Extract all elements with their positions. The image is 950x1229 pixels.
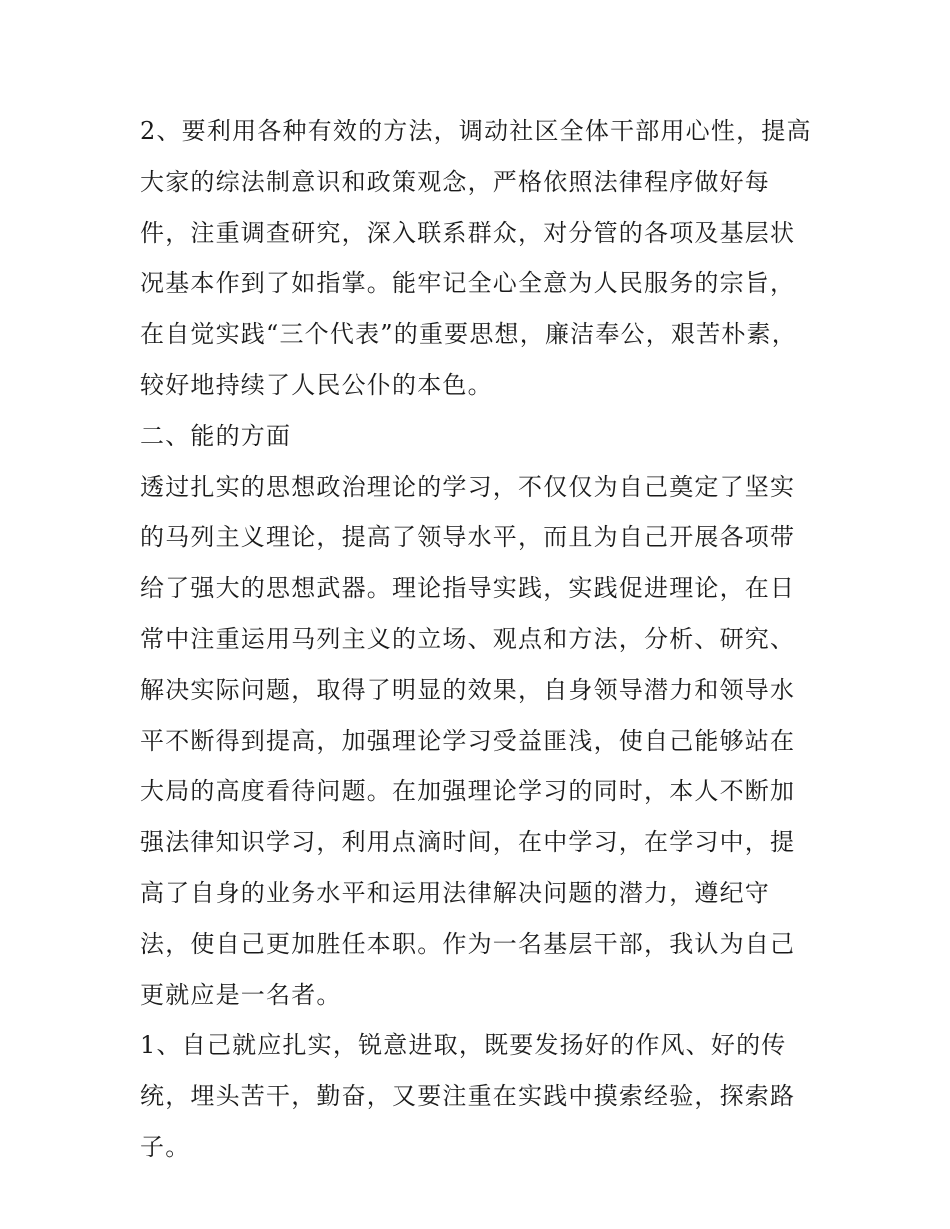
paragraph-item-1: 1、自己就应扎实，锐意进取，既要发扬好的作风、好的传统，埋头苦干，勤奋，又要注重在实践中摸索经验，探索路子。 xyxy=(140,1031,796,1161)
section-heading-ability: 二、能的方面 xyxy=(140,421,292,450)
paragraph-ability-body: 透过扎实的思想政治理论的学习，不仅仅为自己奠定了坚实的马列主义理论，提高了领导水平，而且为自己开展各项带给了强大的思想武器。理论指导实践，实践促进理论，在日常中注重运用马列主义的立场、观点和方法，分析、研究、解决实际问题，取得了明显的效果，自身领导潜力和领导水平不断得到提高，加强理论学习受益匪浅，使自己能够站在大局的高度看待问题。在加强理论学习的同时，本人不断加强法律知识学习，利用点滴时间，在中学习，在学习中，提高了自身的业务水平和运用法律解决问题的潜力，遵纪守法，使自己更加胜任本职。作为一名基层干部，我认为自己更就应是一名者。 xyxy=(140,472,796,1009)
paragraph-item-2: 2、要利用各种有效的方法，调动社区全体干部用心性，提高大家的综法制意识和政策观念，严格依照法律程序做好每件，注重调查研究，深入联系群众，对分管的各项及基层状况基本作到了如指掌。能牢记全心全意为人民服务的宗旨，在自觉实践“三个代表”的重要思想，廉洁奉公，艰苦朴素，较好地持续了人民公仆的本色。 xyxy=(140,117,812,399)
document-body xyxy=(140,106,812,1173)
